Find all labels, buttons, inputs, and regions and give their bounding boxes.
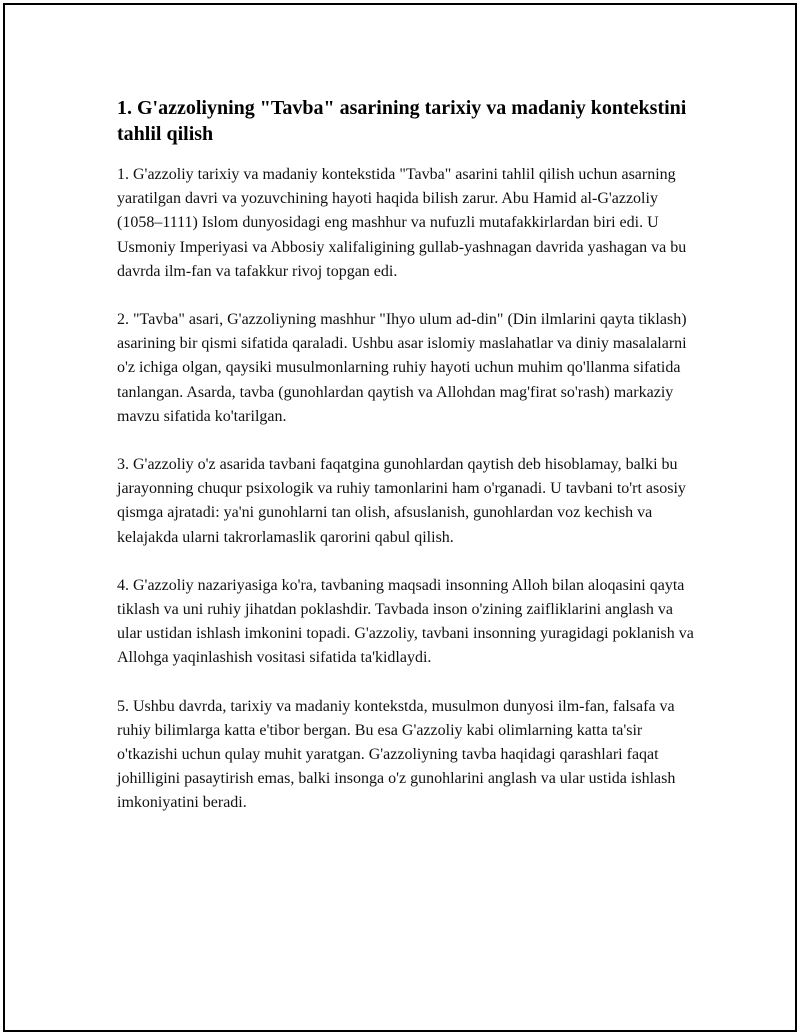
paragraph-4: 4. G'azzoliy nazariyasiga ko'ra, tavbaning maqsadi insonning Alloh bilan aloqasini qayta tiklash va uni ruhiy jihatdan poklashdir. Tavbada inson o'zining zaifliklarini anglash va ular ustidan ishlash imkonini topadi. G'azzoliy, tavbani insonning yuragidagi poklanish va Allohga yaqinlashish vositasi sifatida ta'kidlaydi. [117,576,694,667]
document-body [117,95,697,840]
paragraph-1: 1. G'azzoliy tarixiy va madaniy kontekstida "Tavba" asarini tahlil qilish uchun asarning yaratilgan davri va yozuvchining hayoti haqida bilish zarur. Abu Hamid al-G'azzoliy (1058–1111) Islom dunyosidagi eng mashhur va nufuzli mutafakkirlardan biri edi. U Usmoniy Imperiyasi va Abbosiy xalifaligining gullab-yashnagan davrida yashagan va bu davrda ilm-fan va tafakkur rivoj topgan edi. [117,166,687,280]
paragraph-5: 5. Ushbu davrda, tarixiy va madaniy kontekstda, musulmon dunyosi ilm-fan, falsafa va ruhiy bilimlarga katta e'tibor bergan. Bu esa G'azzoliy kabi olimlarning katta ta'sir o'tkazishi uchun qulay muhit yaratgan. G'azzoliyning tavba haqidagi qarashlari faqat johilligini pasaytirish emas, balki insonga o'z gunohlarini anglash va ular ustida ishlash imkoniyatini beradi. [117,697,676,812]
paragraph-3: 3. G'azzoliy o'z asarida tavbani faqatgina gunohlardan qaytish deb hisoblamay, balki bu jarayonning chuqur psixologik va ruhiy tamonlarini ham o'rganadi. U tavbani to'rt asosiy qismga ajratadi: ya'ni gunohlarni tan olish, afsuslanish, gunohlardan voz kechish va kelajakda ularni takrorlamaslik qarorini qabul qilish. [117,456,686,546]
document-title: 1. G'azzoliyning "Tavba" asarining tarixiy va madaniy kontekstini tahlil qilish [117,97,687,145]
paragraph-2: 2. "Tavba" asari, G'azzoliyning mashhur "Ihyo ulum ad-din" (Din ilmlarini qayta tiklash) asarining bir qismi sifatida qaraladi. Ushbu asar islomiy maslahatlar va diniy masalalarni o'z ichiga olgan, qaysiki musulmonlarning ruhiy hayoti uchun muhim qo'llanma sifatida tanlangan. Asarda, tavba (gunohlardan qaytish va Allohdan mag'firat so'rash) markaziy mavzu sifatida ko'tarilgan. [117,311,687,425]
